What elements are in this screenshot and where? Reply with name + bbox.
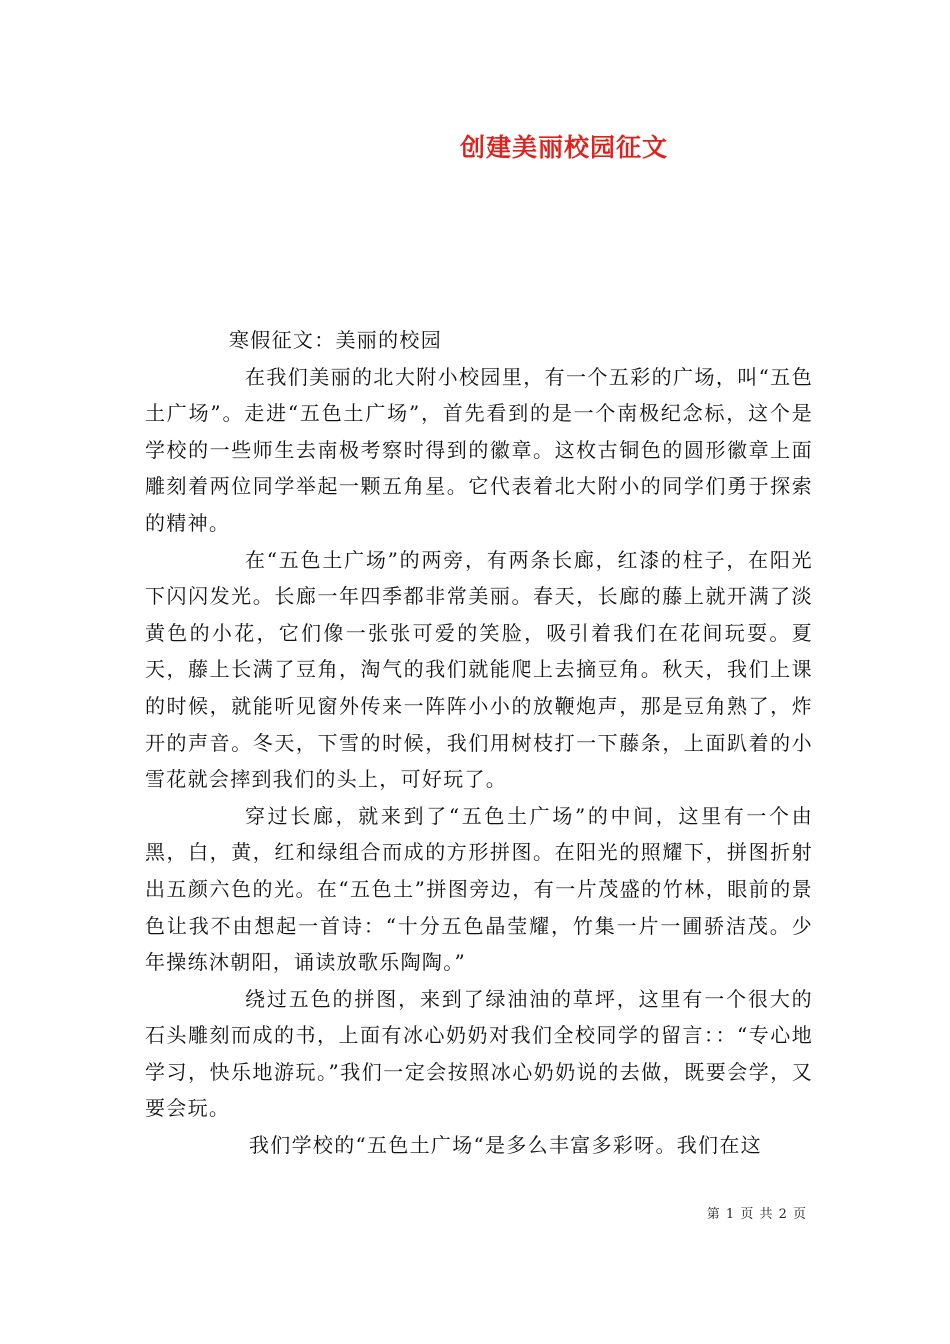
paragraph-4: 绕过五色的拼图，来到了绿油油的草坪，这里有一个很大的石头雕刻而成的书，上面有冰心奶奶对我们全校同学的留言：：“专心地学习，快乐地游玩。”我们一定会按照冰心奶奶说的去做，既要会学，又要会玩。: [145, 986, 813, 1121]
essay-subtitle: 寒假征文：美丽的校园: [229, 328, 442, 352]
document-body: [145, 322, 813, 1164]
paragraph-1: 在我们美丽的北大附小校园里，有一个五彩的广场，叫“五色土广场”。走进“五色土广场”，首先看到的是一个南极纪念标，这个是学校的一些师生去南极考察时得到的徽章。这枚古铜色的圆形徽章上面雕刻着两位同学举起一颗五角星。它代表着北大附小的同学们勇于探索的精神。: [145, 364, 813, 535]
document-title: 创建美丽校园征文: [459, 133, 668, 162]
paragraph-3: 穿过长廊，就来到了“五色土广场”的中间，这里有一个由黑，白，黄，红和绿组合而成的方形拼图。在阳光的照耀下，拼图折射出五颜六色的光。在“五色土”拼图旁边，有一片茂盛的竹林，眼前的景色让我不由想起一首诗：“十分五色晶莹耀，竹集一片一圃骄洁茂。少年操练沐朝阳，诵读放歌乐陶陶。”: [145, 803, 813, 975]
paragraph-2: 在“五色土广场”的两旁，有两条长廊，红漆的柱子，在阳光下闪闪发光。长廊一年四季都非常美丽。春天，长廊的藤上就开满了淡黄色的小花，它们像一张张可爱的笑脸，吸引着我们在花间玩耍。夏天，藤上长满了豆角，淘气的我们就能爬上去摘豆角。秋天，我们上课的时候，就能听见窗外传来一阵阵小小的放鞭炮声，那是豆角熟了，炸开的声音。冬天，下雪的时候，我们用树枝打一下藤条，上面趴着的小雪花就会摔到我们的头上，可好玩了。: [145, 547, 813, 792]
paragraph-5: 我们学校的“五色土广场“是多么丰富多彩呀。我们在这: [249, 1133, 762, 1158]
page-number-footer: 第 1 页 共 2 页: [706, 1207, 807, 1222]
